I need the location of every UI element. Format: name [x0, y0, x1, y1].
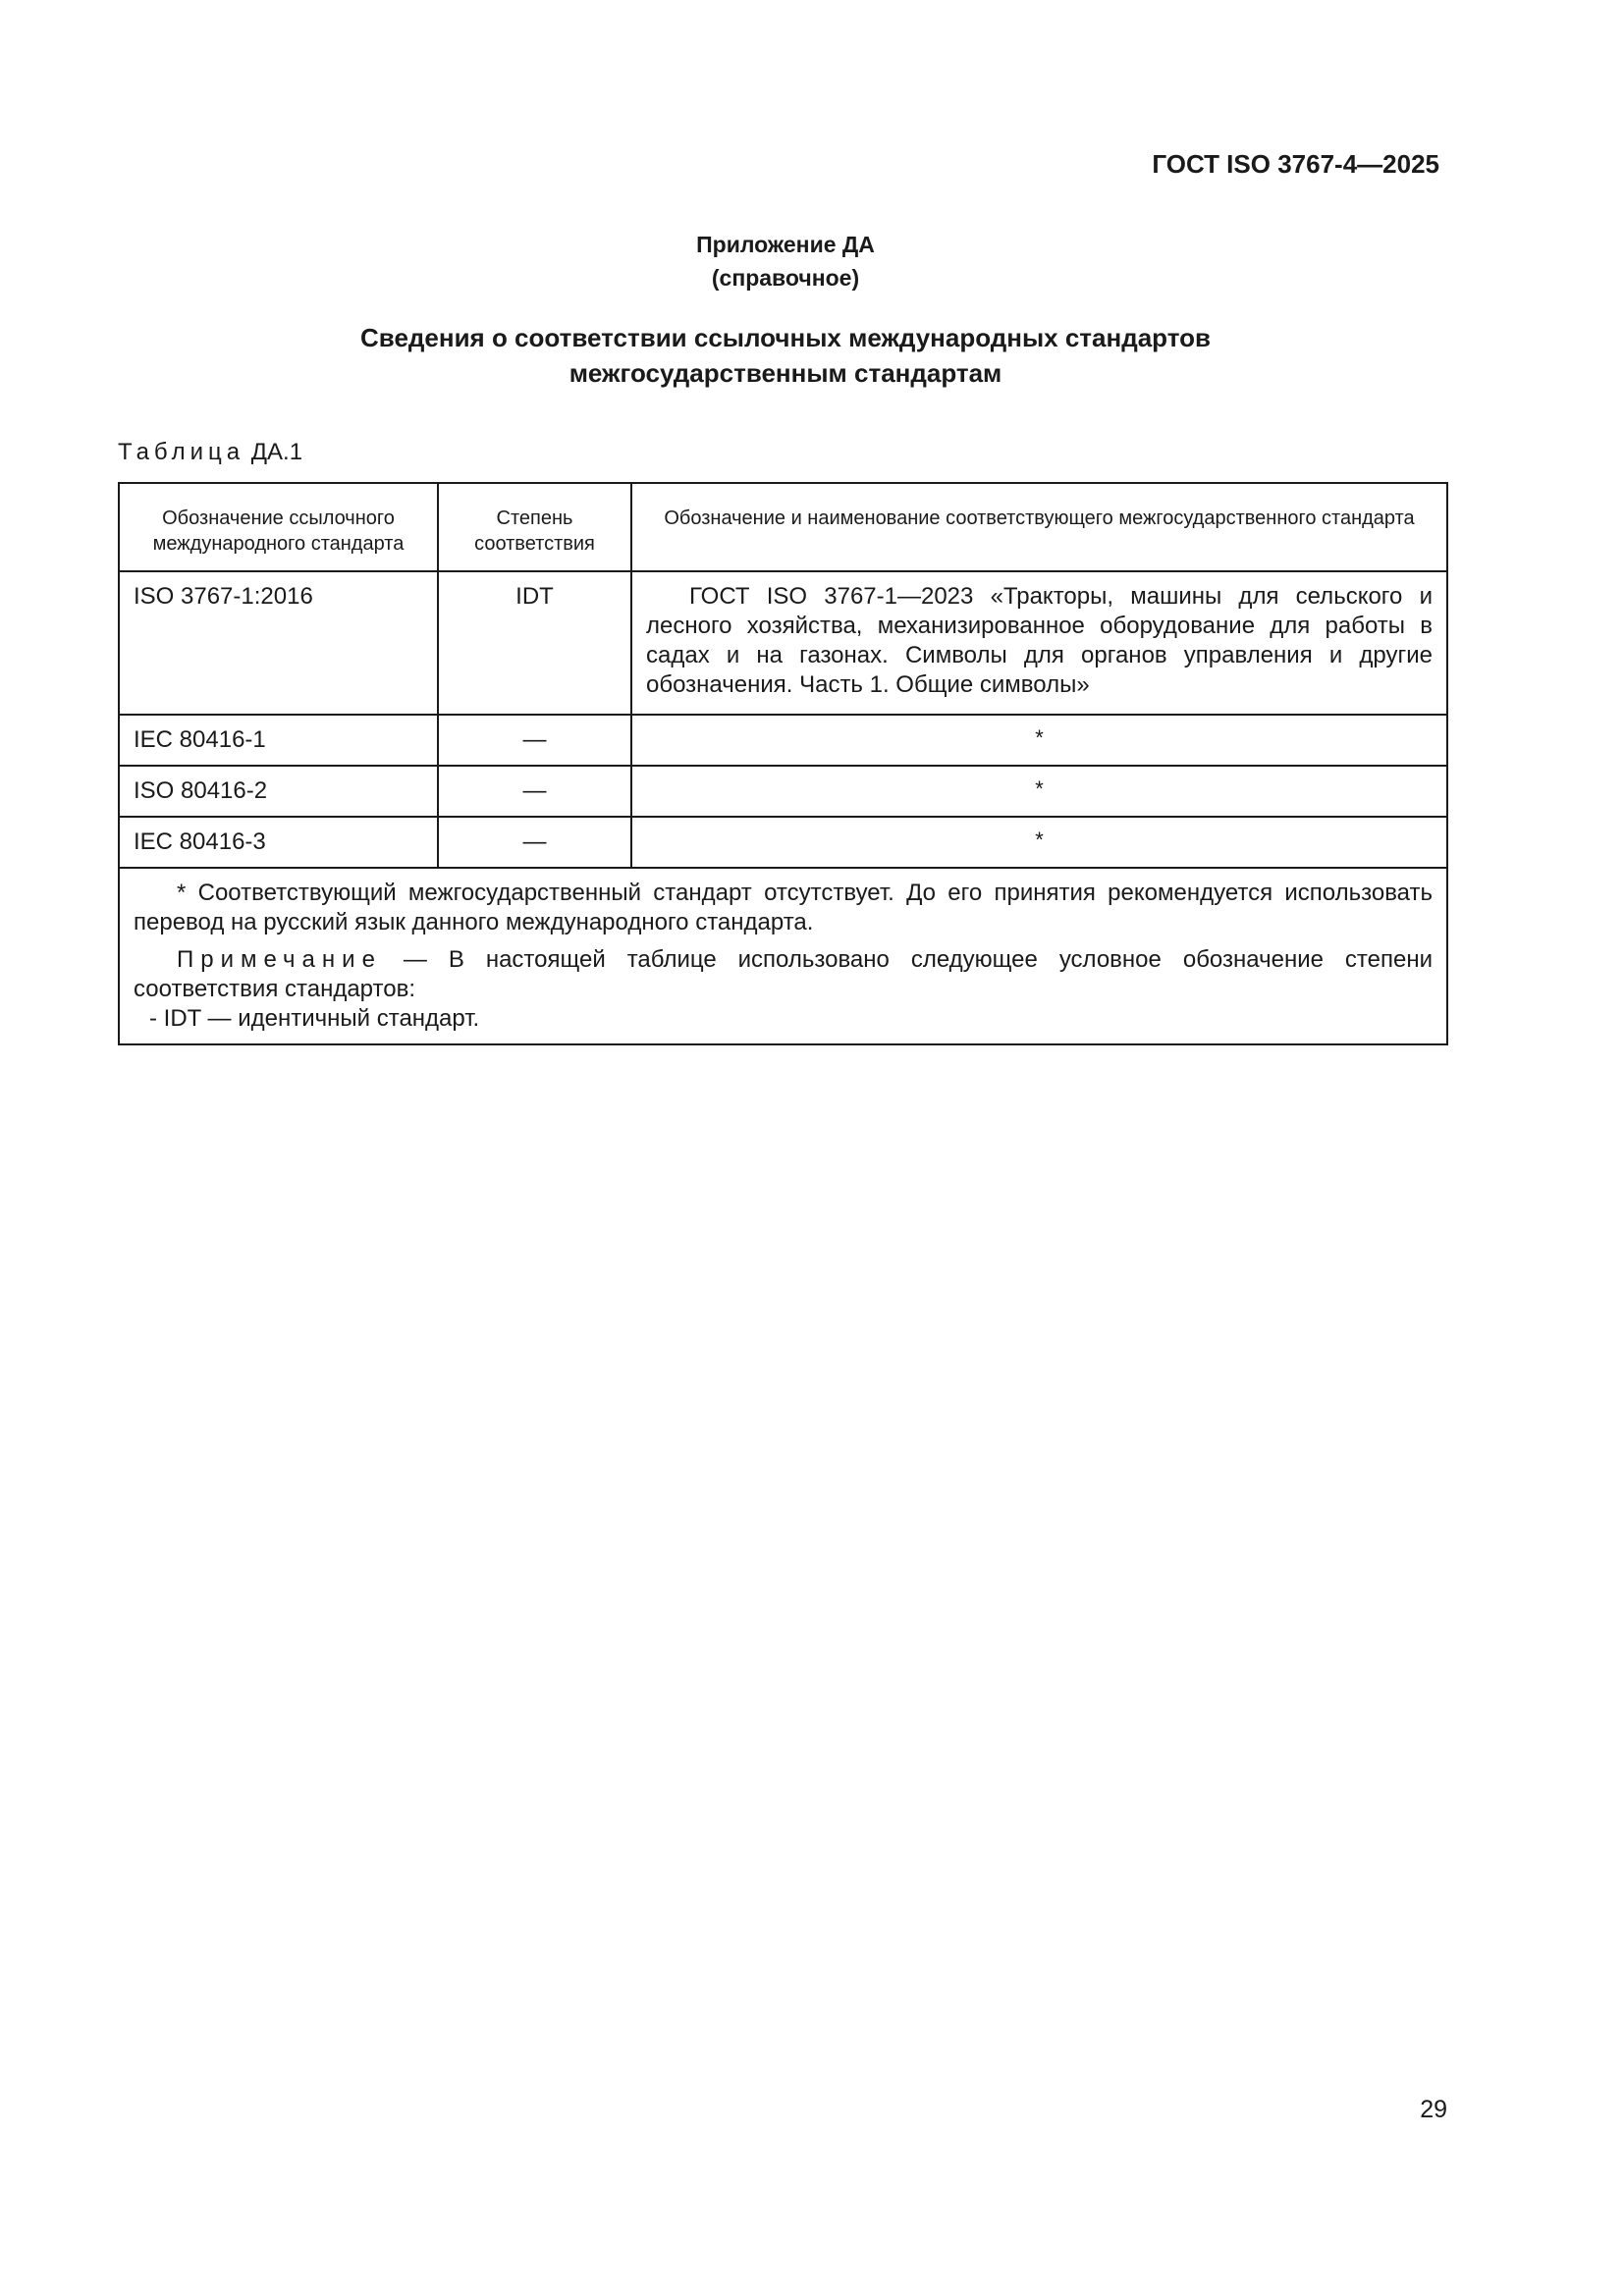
cell-code: IEC 80416-1	[119, 715, 438, 766]
footnote-text: * Соответствующий межгосударственный стандарт отсутствует. До его принятия рекомендуется использовать перевод на русский язык данного международного стандарта.	[134, 880, 1433, 935]
correspondence-table	[118, 482, 1448, 1045]
table-footnote-row	[119, 868, 1447, 1044]
annex-subtitle: (справочное)	[711, 265, 860, 291]
note-paragraph	[134, 945, 1433, 1004]
note-item: - IDT — идентичный стандарт.	[149, 1005, 480, 1032]
annex-title: Приложение ДА	[696, 232, 875, 257]
cell-degree: —	[438, 766, 631, 817]
cell-degree: IDT	[438, 571, 631, 715]
cell-description: *	[631, 817, 1447, 868]
table-row	[119, 766, 1447, 817]
page-number: 29	[1420, 2096, 1447, 2123]
cell-description: ГОСТ ISO 3767-1—2023 «Тракторы, машины для сельского и лесного хозяйства, механизированное оборудование для работы в садах и на газонах. Символы для органов управления и другие обозначения. Часть 1. Общие символы»	[631, 571, 1447, 715]
table-row	[119, 817, 1447, 868]
cell-description: *	[631, 715, 1447, 766]
cell-code: ISO 3767-1:2016	[119, 571, 438, 715]
column-header-description: Обозначение и наименование соответствующего межгосударственного стандарта	[631, 483, 1447, 571]
column-header-code: Обозначение ссылочного международного стандарта	[119, 483, 438, 571]
column-header-degree: Степень соответствия	[438, 483, 631, 571]
table-label-prefix: Таблица	[118, 439, 245, 465]
annex-block	[0, 228, 1571, 294]
cell-code: ISO 80416-2	[119, 766, 438, 817]
table-footnote-cell	[119, 868, 1447, 1044]
table-row	[119, 715, 1447, 766]
table-label-number: ДА.1	[250, 439, 303, 465]
cell-description: *	[631, 766, 1447, 817]
annex-heading-line-2: межгосударственным стандартам	[568, 358, 1002, 388]
note-label: Примечание	[177, 946, 382, 973]
annex-heading-line-1: Сведения о соответствии ссылочных международных стандартов	[360, 323, 1211, 352]
cell-degree: —	[438, 715, 631, 766]
cell-degree: —	[438, 817, 631, 868]
table-row	[119, 571, 1447, 715]
note-text: — В настоящей таблице использовано следующее условное обозначение степени соответствия стандартов:	[134, 946, 1433, 1002]
document-code: ГОСТ ISO 3767-4—2025	[1152, 149, 1439, 179]
annex-heading	[0, 320, 1571, 391]
cell-code: IEC 80416-3	[119, 817, 438, 868]
table-header-row	[119, 483, 1447, 571]
table-label	[118, 439, 302, 466]
